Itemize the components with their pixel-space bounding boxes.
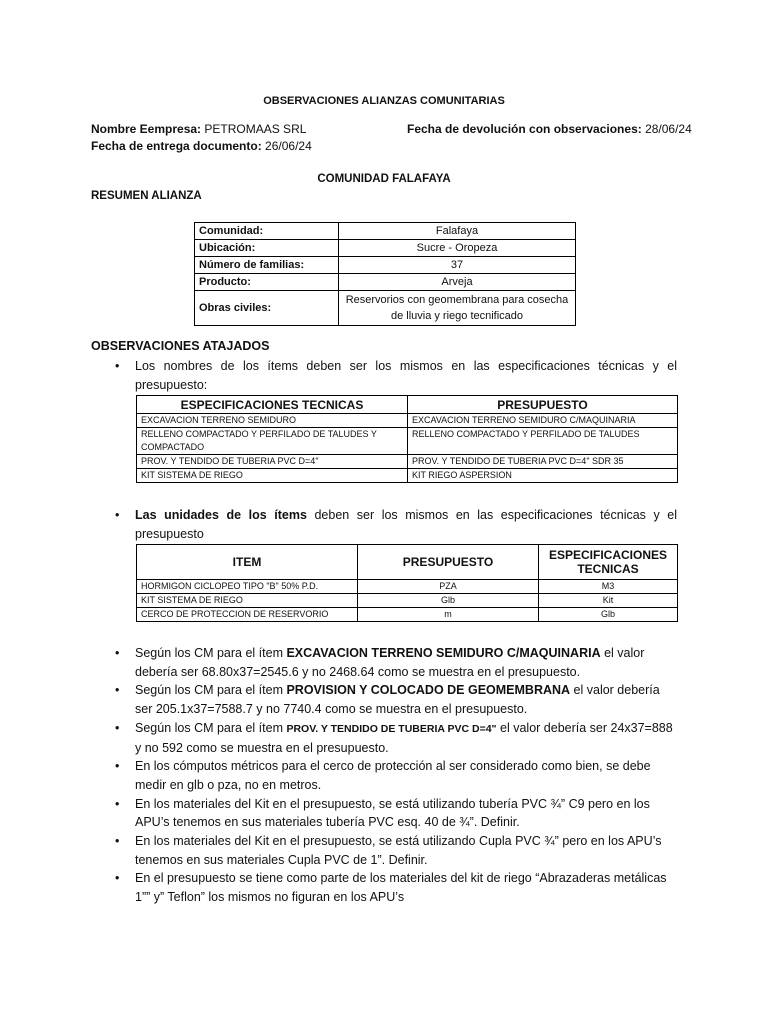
table-cell: Glb (358, 594, 539, 608)
table-row (137, 469, 678, 483)
table-cell: M3 (539, 580, 678, 594)
table-cell: m (358, 608, 539, 622)
observation-text: En los cómputos métricos para el cerco de protección al ser considerado como bien, se debe medir en glb o pza, no en metros. (135, 759, 651, 792)
table-header-row (137, 396, 678, 414)
bullet-glyph: • (115, 871, 120, 886)
bullet-glyph: • (115, 359, 120, 373)
table-row (195, 291, 576, 326)
summary-value: Sucre - Oropeza (339, 240, 576, 257)
summary-value: Falafaya (339, 223, 576, 240)
table-cell: Kit (539, 594, 678, 608)
entrega-label: Fecha de entrega documento: (91, 139, 262, 153)
table-cell: KIT RIEGO ASPERSION (408, 469, 678, 483)
units-comparison-table (136, 544, 678, 622)
table-cell: PROV. Y TENDIDO DE TUBERIA PVC D=4" SDR 35 (408, 455, 678, 469)
devolucion-value: 28/06/24 (641, 122, 692, 136)
observation-bold: EXCAVACION TERRENO SEMIDURO C/MAQUINARIA (286, 646, 601, 660)
table-row (195, 274, 576, 291)
column-header: ITEM (137, 545, 358, 580)
observation-pre: Según los CM para el ítem (135, 646, 287, 660)
empresa-value: PETROMAAS SRL (201, 122, 307, 136)
bullet-text: Los nombres de los ítems deben ser los mismos en las especificaciones técnicas y el presupuesto: (135, 359, 677, 392)
bullet-glyph: • (115, 796, 120, 811)
bullet-glyph: • (115, 646, 120, 660)
table-cell: RELLENO COMPACTADO Y PERFILADO DE TALUDES Y COMPACTADO (137, 428, 408, 455)
observation-text (135, 681, 677, 718)
devolucion-line (407, 122, 692, 136)
summary-table (194, 222, 576, 326)
empresa-label: Nombre Eempresa: (91, 122, 202, 136)
observation-text: En el presupuesto se tiene como parte de los materiales del kit de riego “Abrazaderas metálicas 1”” y” Teflon” los mismos no figuran en los APU’s (135, 871, 667, 905)
bullet-glyph: • (115, 720, 120, 735)
list-item (115, 795, 677, 832)
column-header: PRESUPUESTO (358, 545, 539, 580)
column-header: ESPECIFICACIONES TECNICAS (539, 545, 678, 580)
table-row (137, 594, 678, 608)
table-cell: EXCAVACION TERRENO SEMIDURO C/MAQUINARIA (408, 414, 678, 428)
table-row (137, 455, 678, 469)
list-item (115, 869, 677, 906)
document-title: OBSERVACIONES ALIANZAS COMUNITARIAS (263, 95, 505, 107)
entrega-line (91, 139, 312, 153)
observation-bold: PROVISION Y COLOCADO DE GEOMEMBRANA (286, 683, 571, 698)
list-item (115, 644, 677, 681)
table-header-row (137, 545, 678, 580)
table-row (137, 608, 678, 622)
table-row (195, 240, 576, 257)
names-comparison-table (136, 395, 678, 483)
empresa-line (91, 122, 306, 136)
table-cell: RELLENO COMPACTADO Y PERFILADO DE TALUDES (408, 428, 678, 455)
column-header: PRESUPUESTO (408, 396, 678, 414)
table-cell: EXCAVACION TERRENO SEMIDURO (137, 414, 408, 428)
bullet-bold-text: Las unidades de los ítems (135, 508, 307, 522)
table-row (195, 223, 576, 240)
observation-pre: Según los CM para el ítem (135, 683, 287, 698)
list-item (115, 832, 677, 869)
observation-pre: Según los CM para el ítem (135, 720, 287, 735)
bullet-glyph: • (115, 683, 120, 698)
summary-label: Producto: (195, 274, 339, 291)
observation-text (135, 644, 677, 681)
table-cell: PROV. Y TENDIDO DE TUBERIA PVC D=4" (137, 455, 408, 469)
table-cell: CERCO DE PROTECCION DE RESERVORIO (137, 608, 358, 622)
bullet-rest-text: deben ser los mismos en las especificaciones técnicas y el presupuesto (135, 508, 678, 541)
observation-text: En los materiales del Kit en el presupuesto, se está utilizando tubería PVC ¾” C9 pero en los APU’s tenemos en sus materiales tubería PVC esq. 40 de ¾”. Definir. (135, 796, 650, 830)
list-item (115, 357, 677, 394)
observation-bold: PROV. Y TENDIDO DE TUBERIA PVC D=4" (286, 722, 497, 735)
list-item (115, 506, 677, 543)
observaciones-heading: OBSERVACIONES ATAJADOS (91, 339, 270, 353)
list-item (115, 681, 677, 718)
summary-value: Reservorios con geomembrana para cosecha de lluvia y riego tecnificado (339, 291, 576, 326)
resumen-heading: RESUMEN ALIANZA (91, 190, 202, 202)
table-cell: PZA (358, 580, 539, 594)
observation-post: el valor debería ser 68.80x37=2545.6 y no 2468.64 como se muestra en el presupuesto. (135, 646, 645, 679)
observation-text: En los materiales del Kit en el presupuesto, se está utilizando Cupla PVC ¾” pero en los APU’s tenemos en sus materiales Cupla PVC de 1”. Definir. (135, 834, 662, 867)
summary-value: Arveja (339, 274, 576, 291)
bullet-glyph: • (115, 759, 120, 774)
observation-post: el valor debería ser 24x37=888 y no 592 como se muestra en el presupuesto. (135, 720, 673, 755)
bullet-text (135, 506, 677, 543)
table-row (195, 257, 576, 274)
observation-text (135, 719, 677, 757)
entrega-value: 26/06/24 (261, 139, 312, 153)
table-row (137, 414, 678, 428)
table-row (137, 428, 678, 455)
summary-label: Ubicación: (195, 240, 339, 257)
table-cell: KIT SISTEMA DE RIEGO (137, 594, 358, 608)
list-item (115, 757, 677, 794)
summary-label: Número de familias: (195, 257, 339, 274)
observation-post: el valor debería ser 205.1x37=7588.7 y no 7740.4 como se muestra en el presupuesto. (135, 683, 660, 717)
table-cell: Glb (539, 608, 678, 622)
summary-label: Comunidad: (195, 223, 339, 240)
table-cell: HORMIGON CICLOPEO TIPO "B" 50% P.D. (137, 580, 358, 594)
observations-list (115, 644, 677, 907)
table-row (137, 580, 678, 594)
bullet-glyph: • (115, 508, 120, 522)
table-cell: KIT SISTEMA DE RIEGO (137, 469, 408, 483)
column-header: ESPECIFICACIONES TECNICAS (137, 396, 408, 414)
summary-value: 37 (339, 257, 576, 274)
comunidad-heading: COMUNIDAD FALAFAYA (317, 173, 451, 185)
list-item (115, 719, 677, 757)
summary-label: Obras civiles: (195, 291, 339, 326)
bullet-glyph: • (115, 834, 120, 849)
devolucion-label: Fecha de devolución con observaciones: (407, 122, 642, 136)
